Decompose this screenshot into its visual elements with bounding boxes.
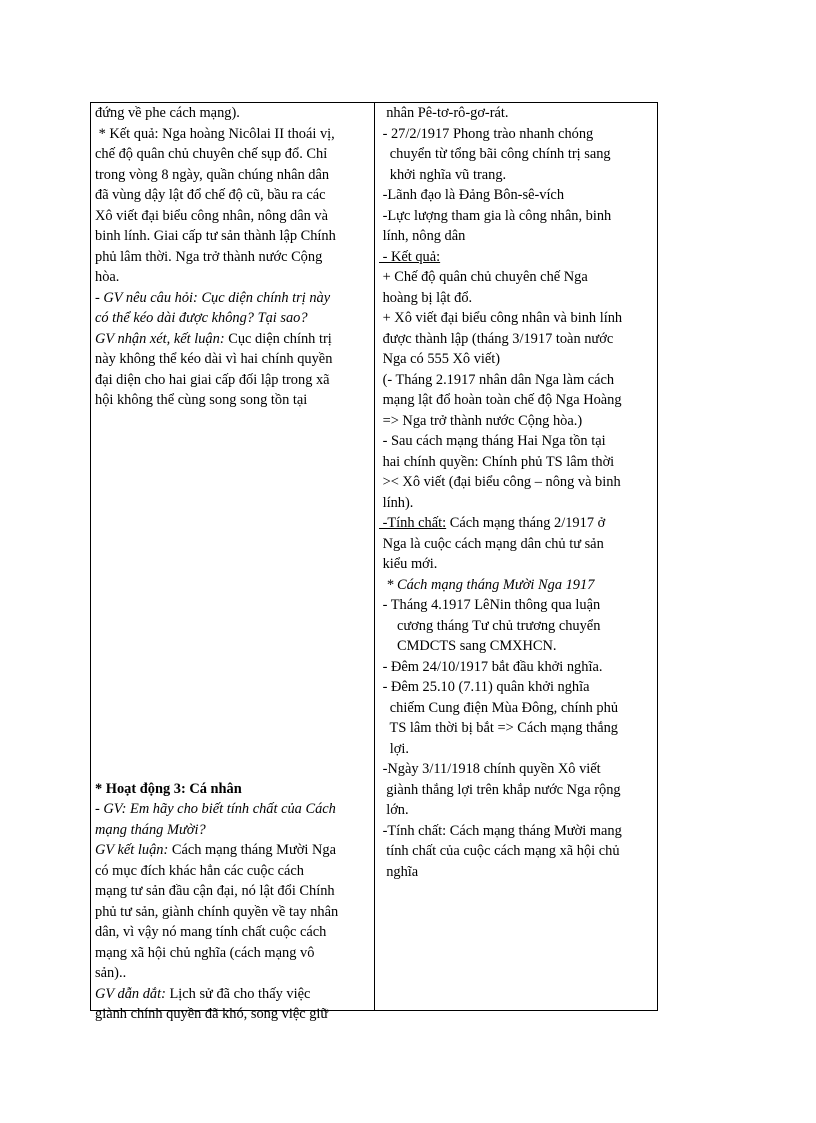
lesson-table [90,102,658,1022]
result-heading: - Kết quả: [379,248,441,265]
text-line: lợi. [379,740,409,757]
text-line: hai chính quyền: Chính phủ TS lâm thời [379,453,615,470]
text-line: sản).. [95,965,127,981]
text-line: -Lãnh đạo là Đảng Bôn-sê-vích [379,187,565,203]
text-line: >< Xô viết (đại biểu công – nông và binh [379,474,621,490]
teacher-question: - GV: Em hãy cho biết tính chất của Cách [95,801,336,817]
text-line: Xô viết đại biểu công nhân, nông dân và [95,207,328,224]
activity-heading: * Hoạt động 3: Cá nhân [95,780,242,797]
lead-in-text: Lịch sử đã cho thấy việc [165,985,311,1002]
text-line: -Lực lượng tham gia là công nhân, binh [379,207,612,224]
text-line: mạng xã hội chủ nghĩa (cách mạng vô [95,944,315,961]
text-line: đại diện cho hai giai cấp đối lập trong xã [95,371,330,388]
text-line: -Ngày 3/11/1918 chính quyền Xô viết [379,761,601,777]
text-line: có thể kéo dài được không? Tại sao? [95,310,308,326]
text-line: => Nga trở thành nước Cộng hòa.) [379,412,583,429]
dash-prefix: - [95,289,104,306]
text-line: * Kết quả: Nga hoàng Nicôlai II thoái vị, [95,125,335,142]
lead-in-line [95,984,371,1005]
text-line: đứng về phe cách mạng). [95,105,240,121]
text-line: được thành lập (tháng 3/1917 toàn nước [379,330,614,347]
teacher-label: GV dẫn dắt: [95,985,166,1002]
text-line: - Sau cách mạng tháng Hai Nga tồn tại [379,433,606,449]
conclusion-text: Cách mạng tháng Mười Nga [168,842,336,858]
question-line [95,288,371,309]
text-line: hòa. [95,269,120,285]
text-line: - Tháng 4.1917 LêNin thông qua luận [379,597,601,613]
text-line: chuyển từ tổng bãi công chính trị sang [379,146,611,162]
text-line: (- Tháng 2.1917 nhân dân Nga làm cách [379,371,615,388]
conclusion-line [95,329,371,350]
text-line: lớn. [379,802,409,818]
text-line: kiểu mới. [379,556,438,572]
column-divider [374,103,375,1010]
conclusion-text: Cục diện chính trị [224,330,332,347]
text-line: - Đêm 24/10/1917 bắt đầu khởi nghĩa. [379,658,603,675]
text-line: này không thể kéo dài vì hai chính quyền [95,351,333,367]
text-line: cương tháng Tư chủ trương chuyển [379,617,601,634]
text-line: mạng lật đổ hoàn toàn chế độ Nga Hoàng [379,392,622,408]
text-line: CMDCTS sang CMXHCN. [379,638,557,654]
text-line: trong vòng 8 ngày, quần chúng nhân dân [95,166,330,183]
teacher-label: GV nhận xét, kết luận: [95,330,225,347]
left-column [95,103,371,1025]
text-line: - 27/2/1917 Phong trào nhanh chóng [379,125,594,142]
nature-label: -Tính chất: [379,515,447,531]
text-line: + Chế độ quân chủ chuyên chế Nga [379,269,588,285]
text-line: lính). [379,494,414,511]
right-column [379,103,655,882]
text-line: binh lính. Giai cấp tư sản thành lập Chính [95,228,336,244]
section-heading: * Cách mạng tháng Mười Nga 1917 [379,576,595,593]
text-line: hội không thể cùng song song tồn tại [95,392,308,408]
nature-line [379,513,655,534]
text-line: phủ lâm thời. Nga trở thành nước Cộng [95,248,323,265]
text-line: - Đêm 25.10 (7.11) quân khởi nghĩa [379,679,590,695]
blank-space [95,411,371,779]
text-line: lính, nông dân [379,228,466,244]
text-line: giành chính quyền đã khó, song việc giữ [95,1006,329,1022]
teacher-question: GV nêu câu hỏi: Cục diện chính trị này [103,289,331,306]
nature-text: Cách mạng tháng 2/1917 ở [446,515,606,531]
text-line: TS lâm thời bị bắt => Cách mạng thắng [379,720,619,736]
text-line: phủ tư sản, giành chính quyền về tay nhân [95,903,339,920]
text-line: chiếm Cung điện Mùa Đông, chính phủ [379,699,619,716]
text-line: -Tính chất: Cách mạng tháng Mười mang [379,822,622,839]
text-line: khởi nghĩa vũ trang. [379,166,507,183]
text-line: dân, vì vậy nó mang tính chất cuộc cách [95,924,327,940]
text-line: hoàng bị lật đổ. [379,289,473,306]
text-line: tính chất của cuộc cách mạng xã hội chủ [379,843,620,859]
text-line: chế độ quân chủ chuyên chế sụp đổ. Chỉ [95,146,328,162]
text-line: Nga có 555 Xô viết) [379,351,501,367]
text-line: có mục đích khác hẳn các cuộc cách [95,862,304,879]
text-line: nghĩa [379,863,419,880]
text-line: đã vùng dậy lật đổ chế độ cũ, bầu ra các [95,187,326,203]
conclusion-line [95,840,371,861]
teacher-label: GV kết luận: [95,842,169,858]
text-line: giành thắng lợi trên khắp nước Nga rộng [379,781,621,798]
text-line: nhân Pê-tơ-rô-gơ-rát. [379,105,509,121]
text-line: + Xô viết đại biểu công nhân và binh lính [379,310,623,326]
text-line: mạng tư sản đầu cận đại, nó lật đổi Chính [95,883,335,899]
text-line: Nga là cuộc cách mạng dân chủ tư sản [379,535,604,552]
text-line: mạng tháng Mười? [95,821,206,838]
